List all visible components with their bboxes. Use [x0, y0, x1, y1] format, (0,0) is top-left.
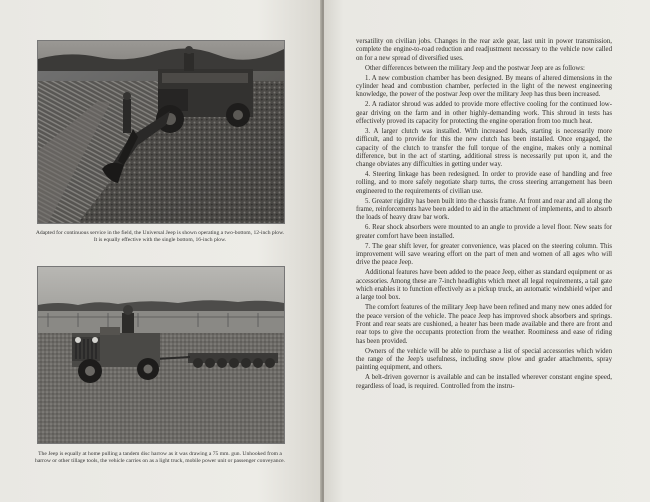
- paragraph: The comfort features of the military Jeep have been refined and many new ones added for the peace version of the vehicle. The peace Jeep has improved shock absorbers and springs. Front and rear seats are cushioned, a heater has been made available and there are front and rear tops to give the occupants protection from the weather. Roominess and ease of riding has been provided.: [356, 304, 612, 345]
- list-item: 3. A larger clutch was installed. With increased loads, starting is necessarily more difficult, and to provide for this the new clutch has been installed. Once engaged, the capacity of the clutch to transfer the full torque of the engine, makes only a nominal difference, but in the act of starting, additional stress is necessarily put upon it, and the change obviates any difficulties in getting under way.: [356, 127, 612, 169]
- list-item: 4. Steering linkage has been redesigned. In order to provide ease of handling and free rolling, and to more safely negotiate sharp turns, the cross steering arrangement has been engineered to the requirements of civilian use.: [356, 171, 612, 195]
- paragraph: Owners of the vehicle will be able to purchase a list of special accessories which widen the range of the Jeep's usefulness, including snow plow and grader attachments, spray painting equipment, and others.: [356, 347, 612, 372]
- paragraph: A belt-driven governor is available and can be installed wherever constant engine speed, regardless of load, is required. Controlled from the instru-: [356, 374, 612, 390]
- right-page: [324, 0, 650, 502]
- photo-jeep-harrow-image: [38, 267, 284, 443]
- body-text: [356, 38, 612, 392]
- paragraph: versatility on civilian jobs. Changes in the rear axle gear, last unit in power transmission, complete the engine-to-road reduction and readjustment necessary to the vehicle now called on for a new spread of diversified uses.: [356, 38, 612, 62]
- paragraph: Additional features have been added to the peace Jeep, either as standard equipment or as accessories. Among these are 7-inch headlights which meet all legal requirements, a tail gate which enables it to function effectively as a pickup truck, an automatic windshield wiper and a large tool box.: [356, 269, 612, 302]
- photo-jeep-plowing: [37, 40, 285, 224]
- caption-jeep-harrow: The Jeep is equally at home pulling a tandem disc harrow as it was drawing a 75 mm. gun. Unhooked from a harrow or other tillage tools, the vehicle carries on as a light truck, mobile power unit or passenger conveyance.: [35, 451, 285, 464]
- photo-jeep-plowing-image: [38, 41, 284, 223]
- list-item: 5. Greater rigidity has been built into the chassis frame. At front and rear and all along the frame, reinforcements have been added to aid in the attachment of implements, and to absorb the loads of heavy draw bar work.: [356, 197, 612, 222]
- left-page: [0, 0, 322, 502]
- list-item: 6. Rear shock absorbers were mounted to an angle to provide a level floor. New seats for greater comfort have been installed.: [356, 224, 612, 240]
- paragraph: Other differences between the military Jeep and the postwar Jeep are as follows:: [365, 64, 585, 72]
- photo-jeep-harrow: [37, 266, 285, 444]
- list-item: 2. A radiator shroud was added to provide more effective cooling for the continued low-gear driving on the farm and in other highly-demanding work. This shroud in tests has effectively proved its capacity for protecting the engine operation from too much heat.: [356, 101, 612, 125]
- list-item: 7. The gear shift lever, for greater convenience, was placed on the steering column. This improvement will save wearing effort on the part of men and women of all ages who will drive the peace Jeep.: [356, 242, 612, 267]
- caption-jeep-plowing: Adapted for continuous service in the field, the Universal Jeep is shown operating a two-bottom, 12-inch plow. It is equally effective with the single bottom, 16-inch plow.: [35, 230, 285, 243]
- list-item: 1. A new combustion chamber has been designed. By means of altered dimensions in the cylinder head and combustion chamber, perfected in the light of the newest engineering knowledge, the power of the postwar Jeep over the military Jeep has thus been increased.: [356, 74, 612, 99]
